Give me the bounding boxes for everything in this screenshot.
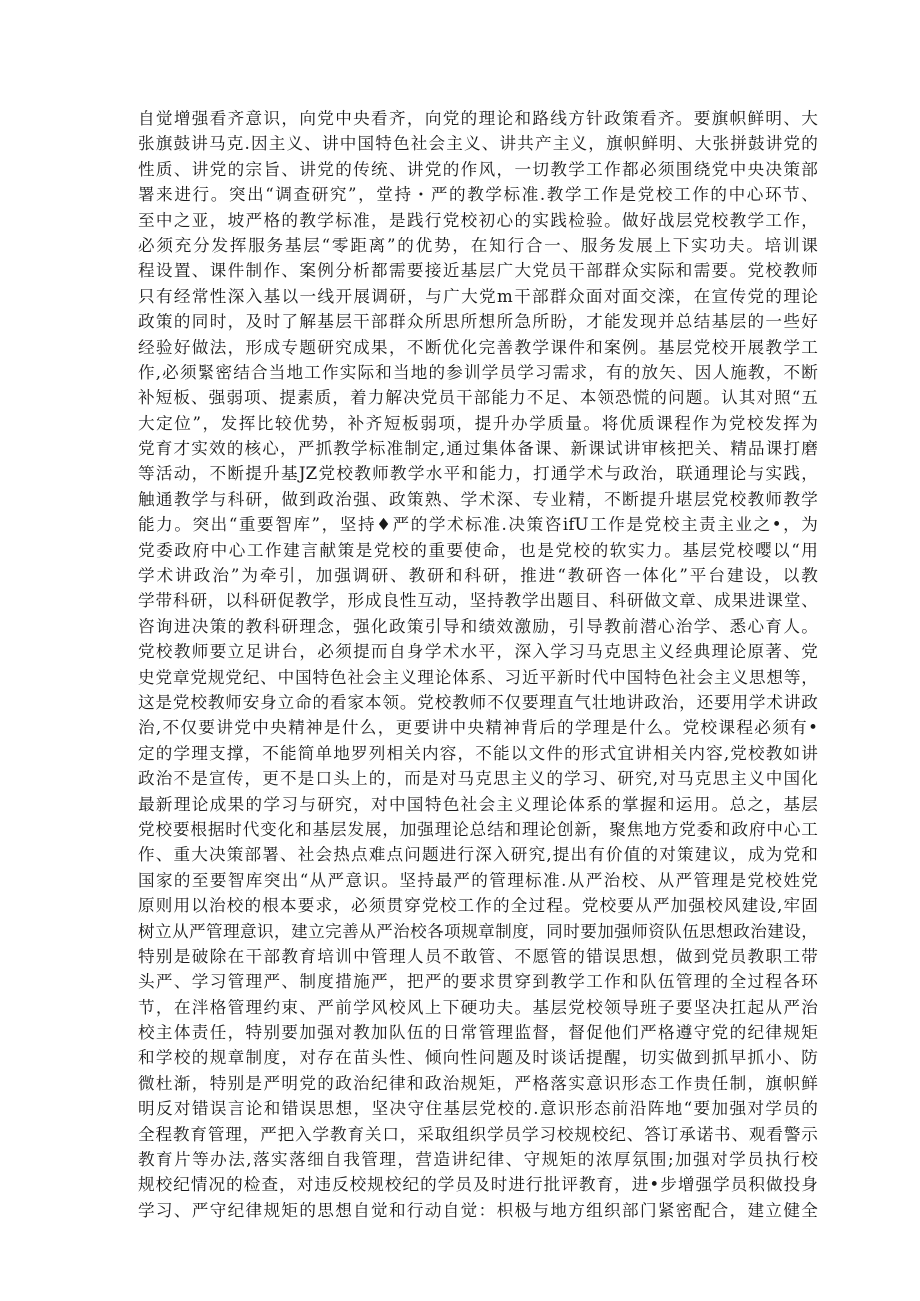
text-line: 学术讲政治”为牵引，加强调研、教研和科研，推进“教研咨一体化”平台建设，以教 [138,566,818,586]
text-line: 党校要根据时代变化和基层发展，加强理论总结和理论创新，聚焦地方党委和政府中心工 [138,819,818,839]
text-line: 党育才实效的核心，严抓教学标准制定,通过集体备课、新课试讲审核把关、精品课打磨 [138,439,818,459]
text-line: 教育片等办法,落实落细自我管理，营造讲纪律、守规矩的浓厚氛围;加强对学员执行校 [138,1150,818,1170]
text-line: 必须充分发挥服务基层“零距离”的优势，在知行合一、服务发展上下实功夫。培训课 [138,235,818,255]
text-line: 史党章党规党纪、中国特色社会主义理论体系、习近平新时代中国特色社会主义思想等， [138,667,818,687]
text-line: 程设置、课件制作、案例分析都需要接近基层广大党员干部群众实际和需要。党校教师 [138,261,818,281]
text-line: 头严、学习管理严、制度措施严，把严的要求贯穿到教学工作和队伍管理的全过程各环 [138,972,818,992]
text-line: 咨询进决策的教科研理念，强化政策引导和绩效激励，引导教前潜心治学、悉心育人。 [138,616,818,636]
text-line: 张旗鼓讲马克.因主义、讲中国特色社会主义、讲共产主义，旗帜鲜明、大张拼鼓讲党的 [138,134,818,154]
text-line: 经验好做法，形成专题研究成果，不断优化完善教学课件和案例。基层党校开展教学工 [138,337,818,357]
text-line: 署来进行。突出“调查研究”，堂持・严的教学标准.教学工作是党校工作的中心环节、 [138,185,818,205]
text-line: 治,不仅要讲党中央精神是什么，更要讲中央精神背后的学理是什么。党校课程必须有• [138,718,818,738]
text-line: 党校教师要立足讲台，必须提而自身学术水平，深入学习马克思主义经典理论原著、党 [138,642,818,662]
text-line: 这是党校教师安身立命的看家本领。党校教师不仅要理直气壮地讲政治，还要用学术讲政 [138,692,818,712]
text-line: 和学校的规章制度，对存在苗头性、倾向性问题及时谈话提醒，切实做到抓早抓小、防 [138,1048,818,1068]
text-line: 等活动，不断提升基JZ党校教师教学水平和能力，打通学术与政治，联通理论与实践， [138,464,818,484]
body-text [138,106,818,1223]
text-line: 作,必须緊密结合当地工作实际和当地的参训学员学习需求，有的放矢、因人施教，不断 [138,362,818,382]
text-line: 补短板、强弱项、提素质，着力解决党员干部能力不足、本领恐慌的问题。认其对照“五 [138,388,818,408]
text-line: 全程教育管理，严把入学教育关口，采取组织学员学习校规校纪、答订承诺书、观看警示 [138,1124,818,1144]
text-line: 政策的同时，及时了解基层干部群众所思所想所急所盼，才能发现并总结基层的一些好 [138,312,818,332]
text-line: 触通教学与科研，做到政治强、政策熟、学术深、专业精，不断提升堪层党校教师教学 [138,489,818,509]
text-line: 规校纪情况的检查，对违反校规校纪的学员及时进行批评教育，进•步增强学员积做投身 [138,1175,818,1195]
text-line: 定的学理支撑，不能简单地罗列相关内容，不能以文件的形式宜讲相关内容,党校教如讲 [138,743,818,763]
text-line: 能力。突出“重要智库”，坚持♦严的学术标准.决策咨ifU工作是党校主责主业之•，为 [138,515,818,535]
text-line: 原则用以治校的根本要求，必须贯穿党校工作的全过程。党校要从严加强校风建设,牢固 [138,896,818,916]
text-line: 最新理论成果的学习与研究，对中国特色社会主义理论体系的掌握和运用。总之，基层 [138,794,818,814]
text-line: 微杜渐，特别是严明党的政治纪律和政治规矩，严格落实意识形态工作贵任制，旗帜鲜 [138,1073,818,1093]
text-line: 只有经常性深入基以一线开展调研，与广大党m干部群众面对面交滦，在宣传党的理论 [138,286,818,306]
text-line: 节，在泮格管理约束、严前学风校风上下硬功夫。基层党校领导班子要坚决扛起从严治 [138,997,818,1017]
text-line: 作、重大决策部署、社会热点难点问题进行深入研究,提出有价值的对策建议，成为党和 [138,845,818,865]
text-line: 性质、讲党的宗旨、讲党的传统、讲党的作风，一切教学工作都必须围绕党中央决策部 [138,159,818,179]
text-line: 自觉增强看齐意识，向党中央看齐，向党的理论和路线方针政策看齐。要旗帜鲜明、大 [138,109,818,128]
text-line: 树立从严管理意识，建立完善从严治校各项规章制度，同时要加强师资队伍思想政治建设， [138,921,818,941]
text-line: 国家的至要智库突出“从严意识。坚持最严的管理标准.从严治校、从严管理是党校姓党 [138,870,818,890]
text-line: 学带科研，以科研促教学，形成良性互动，坚持教学出题目、科研做文章、成果进课堂、 [138,591,818,611]
text-line: 校主体责任，特别要加强对教加队伍的日常管理监督，督促他们严格遵守党的纪律规矩 [138,1023,818,1043]
text-line: 至中之亚，坡严格的教学标准，是践行党校初心的实践检验。做好战层党校教学工作， [138,210,818,230]
text-line: 政治不是宣传，更不是口头上的，而是对马克思主义的学习、研究,对马克思主义中国化 [138,769,818,789]
text-line: 特别是破除在干部教育培训中管理人员不敢管、不愿管的错误思想，做到党员教职工带 [138,946,818,966]
text-line: 党委政府中心工作建言献策是党校的重要使命，也是党校的软实力。基层党校嘤以“用 [138,540,818,560]
text-line: 明反对错误言论和错误思想，坚决守住基层党校的.意识形态前沿阵地“要加强对学员的 [138,1099,818,1119]
text-line: 大定位”，发挥比较优势，补齐短板弱项，提升办学质量。将优质课程作为党校发挥为 [138,413,818,433]
text-line: 学习、严守纪律规矩的思想自觉和行动自觉：枳极与地方组织部门紧密配合，建立健全 [138,1200,818,1220]
